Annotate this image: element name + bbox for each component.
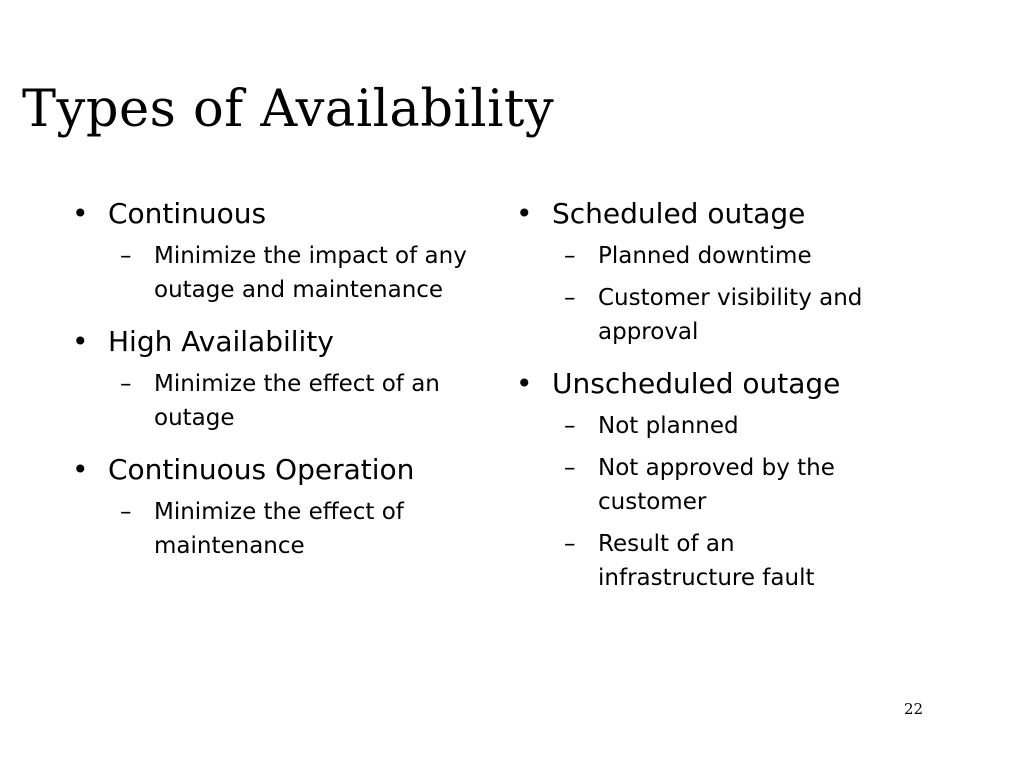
sub-item bbox=[120, 495, 472, 563]
sub-list bbox=[564, 239, 896, 349]
sub-list bbox=[120, 495, 472, 563]
dash-icon: – bbox=[564, 531, 576, 557]
sub-list bbox=[564, 409, 896, 595]
dash-icon: – bbox=[120, 499, 132, 525]
dash-icon: – bbox=[120, 243, 132, 269]
sub-item-text: Not planned bbox=[598, 413, 739, 439]
sub-item bbox=[564, 451, 896, 519]
sub-item bbox=[120, 239, 472, 307]
sub-item-text: Customer visibility and approval bbox=[598, 285, 863, 345]
sub-item bbox=[564, 527, 896, 595]
bullet-label: Scheduled outage bbox=[552, 197, 806, 230]
slide-title: Types of Availability bbox=[22, 80, 555, 139]
bullet-item bbox=[516, 365, 896, 403]
bullet-item bbox=[72, 195, 472, 233]
sub-item-text: Minimize the impact of any outage and maintenance bbox=[154, 243, 467, 303]
bullet-label: Continuous Operation bbox=[108, 453, 415, 486]
dash-icon: – bbox=[564, 455, 576, 481]
dash-icon: – bbox=[120, 371, 132, 397]
sub-item bbox=[564, 239, 896, 273]
sub-item-text: Result of an infrastructure fault bbox=[598, 531, 815, 591]
left-column bbox=[72, 195, 472, 579]
bullet-icon: • bbox=[516, 197, 533, 230]
sub-item-text: Minimize the effect of maintenance bbox=[154, 499, 404, 559]
dash-icon: – bbox=[564, 285, 576, 311]
sub-item bbox=[564, 281, 896, 349]
dash-icon: – bbox=[564, 413, 576, 439]
sub-item-text: Not approved by the customer bbox=[598, 455, 835, 515]
dash-icon: – bbox=[564, 243, 576, 269]
bullet-icon: • bbox=[72, 453, 89, 486]
bullet-label: High Availability bbox=[108, 325, 334, 358]
sub-item bbox=[564, 409, 896, 443]
bullet-icon: • bbox=[516, 367, 533, 400]
bullet-label: Unscheduled outage bbox=[552, 367, 841, 400]
right-column bbox=[516, 195, 896, 611]
bullet-icon: • bbox=[72, 325, 89, 358]
sub-list bbox=[120, 367, 472, 435]
bullet-item bbox=[72, 451, 472, 489]
sub-item-text: Minimize the effect of an outage bbox=[154, 371, 440, 431]
sub-list bbox=[120, 239, 472, 307]
sub-item bbox=[120, 367, 472, 435]
bullet-item bbox=[72, 323, 472, 361]
sub-item-text: Planned downtime bbox=[598, 243, 812, 269]
page-number: 22 bbox=[904, 700, 924, 718]
bullet-icon: • bbox=[72, 197, 89, 230]
bullet-label: Continuous bbox=[108, 197, 267, 230]
bullet-item bbox=[516, 195, 896, 233]
